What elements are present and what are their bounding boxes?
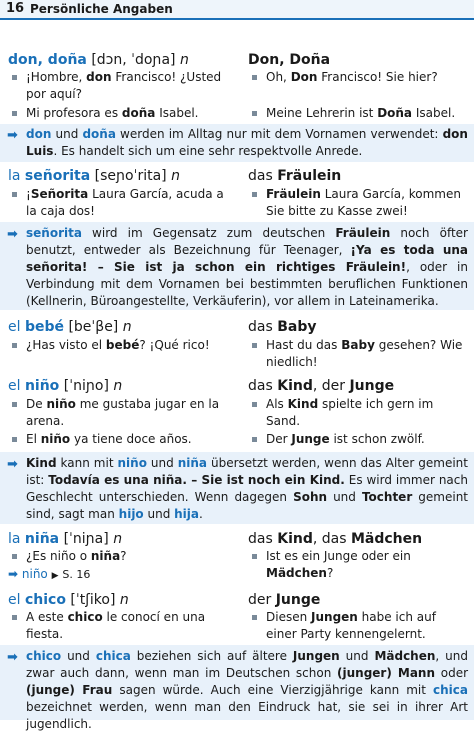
usage-note-text: señorita wird im Gegensatz zum deutschen Fräulein noch öfter benutzt, entweder als Bezeichnung für Teenager, ¡Ya es toda una señorita! – Sie ist ja schon ein richtiges Fräulein!, oder in Verbindung mit dem Vornamen bei bestimmten beruflichen Funktionen (Kellnerin, Büroangestellte, Verkäuferin), vor allem in Lateinamerika. xyxy=(26,226,469,308)
example-es: ¿Has visto el bebé? ¡Qué rico! xyxy=(8,337,240,354)
example-es: El niño ya tiene doce años. xyxy=(8,431,240,448)
example-de: Oh, Don Francisco! Sie hier? xyxy=(248,69,470,86)
arrow-icon: ➡ xyxy=(7,128,18,143)
headword-es-nino: el niño [ˈniɲo] n xyxy=(8,378,123,394)
example-de: Meine Lehrerin ist Doña Isabel. xyxy=(248,105,470,122)
headword-es-don: don, doña [dɔn, ˈdoɲa] n xyxy=(8,52,189,68)
cross-reference-word[interactable]: niño xyxy=(21,567,48,581)
arrow-icon: ➡ xyxy=(8,567,19,581)
example-es: ¡Señorita Laura García, acuda a la caja dos! xyxy=(8,186,228,220)
usage-note xyxy=(0,645,474,731)
header-rule xyxy=(0,18,474,20)
arrow-icon: ➡ xyxy=(7,457,18,472)
example-es: A este chico le conocí en una fiesta. xyxy=(8,609,240,643)
example-es: ¡Hombre, don Francisco! ¿Usted por aquí? xyxy=(8,69,240,103)
usage-note xyxy=(0,452,474,524)
example-de: Hast du das Baby gesehen? Wie niedlich! xyxy=(248,337,470,371)
example-de: Als Kind spielte ich gern im Sand. xyxy=(248,396,470,430)
headword-de-fraeulein: das Fräulein xyxy=(248,168,342,184)
headword-de-baby: das Baby xyxy=(248,319,317,335)
arrow-icon: ➡ xyxy=(7,227,18,242)
headword-de-kind: das Kind, der Junge xyxy=(248,378,395,394)
arrow-icon: ➡ xyxy=(7,650,18,665)
example-de: Ist es ein Junge oder ein Mädchen? xyxy=(248,548,470,582)
usage-note-text: don und doña werden im Alltag nur mit dem Vornamen verwendet: don Luis. Es handelt sich um eine sehr respektvolle Anrede. xyxy=(26,127,468,158)
headword-de-junge: der Junge xyxy=(248,592,321,608)
example-de: Diesen Jungen habe ich auf einer Party kennengelernt. xyxy=(248,609,470,643)
triangle-right-icon: ▶ xyxy=(51,571,59,581)
page-header xyxy=(0,0,474,18)
usage-note-text: chico und chica beziehen sich auf ältere Jungen und Mädchen, und zwar auch dann, wenn man im Deutschen schon (junger) Mann oder (junge) Frau sagen würde. Auch eine Vierzigjährige kann mit chica bezeichnet werden, wenn man den Eindruck hat, sie sei in ihrer Art jugendlich. xyxy=(26,649,469,731)
headword-es-nina: la niña [ˈniɲa] n xyxy=(8,531,123,547)
cross-reference-target[interactable]: S. 16 xyxy=(62,568,91,581)
headword-es-chico: el chico [ˈtʃiko] n xyxy=(8,592,129,608)
example-de: Fräulein Laura García, kommen Sie bitte zu Kasse zwei! xyxy=(248,186,470,220)
example-es: ¿Es niño o niña? xyxy=(8,548,240,565)
usage-note xyxy=(0,222,474,310)
headword-es-bebe: el bebé [beˈβe] n xyxy=(8,319,132,335)
headword-de-don: Don, Doña xyxy=(248,52,331,68)
page-number: 16 xyxy=(6,1,25,16)
example-es: De niño me gustaba jugar en la arena. xyxy=(8,396,220,430)
usage-note-text: Kind kann mit niño und niña übersetzt werden, wenn das Alter gemeint ist: Todavía es una niña. – Sie ist noch ein Kind. Es wird immer nach Geschlecht unterschieden. Wenn dagegen Sohn und Tochter gemeint sind, sagt man hijo und hija. xyxy=(26,456,468,521)
example-de: Der Junge ist schon zwölf. xyxy=(248,431,470,448)
page-title: Persönliche Angaben xyxy=(30,2,173,16)
cross-reference[interactable] xyxy=(8,566,90,585)
example-es: Mi profesora es doña Isabel. xyxy=(8,105,240,122)
headword-de-kind-maedchen: das Kind, das Mädchen xyxy=(248,531,423,547)
usage-note xyxy=(0,124,474,162)
headword-es-senorita: la señorita [seɲoˈrita] n xyxy=(8,168,180,184)
